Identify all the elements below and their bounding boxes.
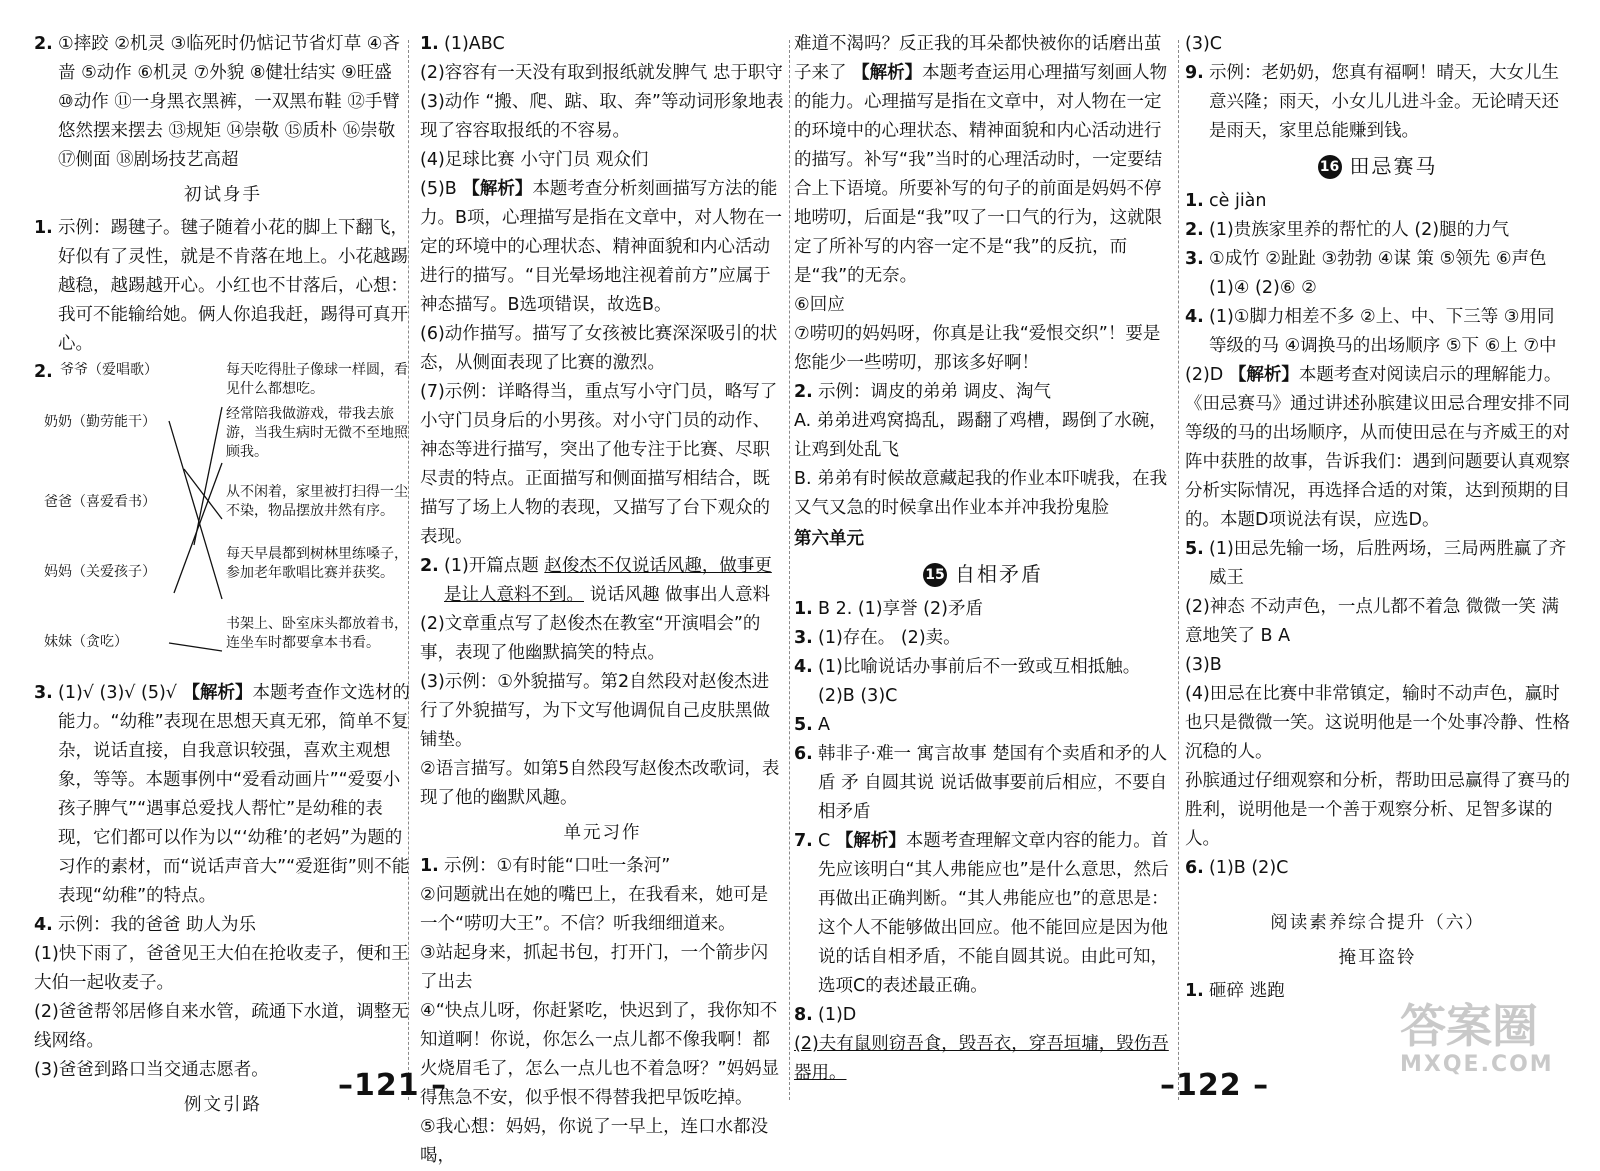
subsection-heading: 掩耳盗铃 (1338, 948, 1417, 968)
l16-q5-line: (2)神态 不动声色，一点儿都不着急 微微一笑 满意地笑了 B A (1185, 597, 1559, 646)
section-heading-xizuo: 单元习作 (563, 823, 642, 843)
l15-item: 3. (1)存在。 (2)卖。 (794, 628, 961, 648)
description: 经常陪我做游戏，带我去旅游，当我生病时无微不至地照顾我。 (226, 406, 408, 460)
lesson-number-badge: 16 (1318, 155, 1342, 179)
column-3 (794, 30, 1172, 1088)
lesson-title-15: 15 自相矛盾 (794, 560, 1172, 589)
l16-q5-line: 孙膑通过仔细观察和分析，帮助田忌赢得了赛马的胜利，说明他是一个善于观察分析、足智多谋的人。 (1185, 771, 1570, 849)
w2-line: A. 弟弟进鸡窝捣乱，踢翻了鸡槽，踢倒了水碗，让鸡到处乱飞 (794, 411, 1167, 460)
s1-q4-line: (1)快下雨了，爸爸见王大伯在抢收麦子，便和王大伯一起收麦子。 (34, 944, 409, 993)
w1-line: ③站起身来，抓起书包，打开门，一个箭步闪了出去 (420, 943, 769, 992)
column-4 (1185, 30, 1570, 1006)
matching-diagram: 2. 爷爷（爱唱歌） 奶奶（勤劳能干） 爸爸（喜爱看书） 妈妈（关爱孩子） 妹妹（贪吃） 每天吃得肚子像球一样圆，看见什么都想吃。 经常陪我做游戏，带我去旅游，当我生病时无微不至地照顾我。 从不闲着，家里被打扫得一尘不染，物品摆放井然有序。 每天早晨都到树林里练嗓子，参加老年歌唱比赛并获奖。 书架上、卧室床头都放着书，连坐车时都要拿本书看。 (34, 361, 412, 675)
q1-line: (6)动作描写。描写了女孩被比赛深深吸引的状态，从侧面表现了比赛的激烈。 (420, 324, 778, 373)
s1-q1: 1. 示例：踢毽子。毽子随着小花的脚上下翻飞，好似有了灵性，就是不肯落在地上。小花越踢越稳，越踢越开心。小红也不甘落后，心想：我可不能输给她。俩人你追我赶，踢得可真开心。 (34, 218, 408, 354)
family-member: 妹妹（贪吃） (44, 634, 128, 650)
q1: 1. (1)ABC (420, 34, 505, 54)
l16-q5: 5. (1)田忌先输一场，后胜两场，三局两胜赢了齐威王 (1185, 539, 1567, 588)
q1-line: (3)动作 “搬、爬、踮、取、奔”等动词形象地表现了容容取报纸的不容易。 (420, 92, 784, 141)
s1-q3: 3. (1)√ (3)√ (5)√ 【解析】本题考查作文选材的能力。“幼稚”表现在思想天真无邪，简单不复杂，说话直接，自我意识较强，喜欢主观想象，等等。本题事例中“爱看动画片”“爱耍小孩子脾气”“遇事总爱找人帮忙”是幼稚的表现，它们都可以作为以“‘幼稚’的老妈”为题的习作的素材，而“说话声音大”“爱逛街”则不能表现“幼稚”的特点。 (34, 683, 411, 906)
q2: 2. (1)开篇点题 赵俊杰不仅说话风趣，做事更是让人意料不到。 说话风趣 做事出人意料 (420, 556, 772, 605)
s1-q4-line: (2)爸爸帮邻居修自来水管，疏通下水道，调整无线网络。 (34, 1002, 409, 1051)
w1-continued: 难道不渴吗？反正我的耳朵都快被你的话磨出茧子来了 【解析】本题考查运用心理描写刻画人物的能力。心理描写是指在文章中，对人物在一定的环境中的心理状态、精神面貌和内心活动进行的描写。补写“我”当时的心理活动时，一定要结合上下语境。所要补写的句子的前面是妈妈不停地唠叨，后面是“我”叹了一口气的行为，这就限定了所补写的内容一定不是“我”的反抗，而是“我”的无奈。 (794, 34, 1168, 286)
q1-line: (2)容容有一天没有取到报纸就发脾气 忠于职守 (420, 63, 783, 83)
w1-line: ⑤我心想：妈妈，你说了一早上，连口水都没喝， (420, 1117, 769, 1166)
lesson-title-16: 16 田忌赛马 (1185, 152, 1570, 181)
l16-item: 2. (1)贵族家里养的帮忙的人 (2)腿的力气 (1185, 220, 1510, 240)
w1-line: ②问题就出在她的嘴巴上，在我看来，她可是一个“唠叨大王”。不信？听我细细道来。 (420, 885, 769, 934)
section-heading-chushi: 初试身手 (184, 185, 262, 205)
family-member: 爸爸（喜爱看书） (44, 494, 156, 510)
q8-3: (3)C (1185, 34, 1223, 54)
l15-item: 6. 韩非子·难一 寓言故事 楚国有个卖盾和矛的人 盾 矛 自圆其说 说话做事要前后相应，不要自相矛盾 (794, 744, 1168, 822)
s1-q4: 4. 示例：我的爸爸 助人为乐 (34, 915, 257, 935)
unit-heading: 第六单元 (794, 529, 864, 549)
column-divider (408, 40, 409, 1100)
watermark-logo: 答案圈 MXQE.COM (1400, 999, 1554, 1077)
description: 每天吃得肚子像球一样圆，看见什么都想吃。 (226, 362, 408, 397)
w2-line: B. 弟弟有时候故意藏起我的作业本吓唬我，在我又气又急的时候拿出作业本并冲我扮鬼脸 (794, 469, 1168, 518)
w1-line: ⑥回应 (794, 295, 845, 315)
q2: 2. ①摔跤 ②机灵 ③临死时仍惦记节省灯草 ④吝啬 ⑤动作 ⑥机灵 ⑦外貌 ⑧健壮结实 ⑨旺盛 ⑩动作 ⑪一身黑衣黑裤，一双黑布鞋 ⑫手臂悠然摆来摆去 ⑬规矩 ⑭崇敬 ⑮质朴 ⑯崇敬 ⑰侧面 ⑱剧场技艺高超 (34, 34, 400, 170)
l16-q5-line: (3)B (1185, 655, 1222, 675)
w2: 2. 示例：调皮的弟弟 调皮、淘气 (794, 382, 1052, 402)
description: 从不闲着，家里被打扫得一尘不染，物品摆放井然有序。 (226, 484, 408, 519)
lesson-number-badge: 15 (923, 563, 947, 587)
family-member: 奶奶（勤劳能干） (44, 414, 156, 430)
section-heading-liwen: 例文引路 (184, 1095, 262, 1115)
l15-q8-underlined: (2)夫有鼠则窃吾食，毁吾衣，穿吾垣墉，毁伤吾器用。 (794, 1034, 1169, 1083)
description: 书架上、卧室床头都放着书，连坐车时都要拿本书看。 (226, 616, 408, 651)
w1-line: ④“快点儿呀，你赶紧吃，快迟到了，我你知不知道啊！你说，你怎么一点儿都不像我啊！都火烧眉毛了，怎么一点儿也不着急呀？”妈妈显得焦急不安，似乎恨不得替我把早饭吃掉。 (420, 1001, 780, 1108)
l15-item: 5. A (794, 715, 830, 735)
q2-line: ②语言描写。如第5自然段写赵俊杰改歌词，表现了他的幽默风趣。 (420, 759, 780, 808)
l15-q8: 8. (1)D (794, 1005, 857, 1025)
section-heading-yuedu: 阅读素养综合提升（六） (1270, 913, 1485, 933)
family-member: 爷爷（爱唱歌） (60, 362, 158, 378)
l16-item: 1. cè jiàn (1185, 191, 1267, 211)
column-2 (420, 30, 785, 1171)
q2-line: (3)示例：①外貌描写。第2自然段对赵俊杰进行了外貌描写，为下文写他调侃自己皮肤黑做铺垫。 (420, 672, 770, 750)
description: 每天早晨都到树林里练嗓子，参加老年歌唱比赛并获奖。 (226, 546, 408, 581)
page-number-right: –122 – (1160, 1068, 1270, 1103)
w1: 1. 示例：①有时能“口吐一条河” (420, 856, 671, 876)
page-number-left: –121 – (338, 1068, 448, 1103)
s1-q4-line: (3)爸爸到路口当交通志愿者。 (34, 1060, 269, 1080)
q1-line: (7)示例：详略得当，重点写小守门员，略写了小守门员身后的小男孩。对小守门员的动作、神态等进行描写，突出了他专注于比赛、尽职尽责的特点。正面描写和侧面描写相结合，既描写了场上人物的表现，又描写了台下观众的表现。 (420, 382, 778, 547)
q1-5: (5)B 【解析】本题考查分析刻画描写方法的能力。B项，心理描写是指在文章中，对人物在一定的环境中的心理状态、精神面貌和内心活动进行的描写。“目光晕场地注视着前方”应属于神态描写。B选项错误，故选B。 (420, 179, 783, 315)
q9: 9. 示例：老奶奶，您真有福啊！晴天，大女儿生意兴隆；雨天，小女儿儿进斗金。无论晴天还是雨天，家里总能赚到钱。 (1185, 63, 1559, 141)
q2-line: (2)文章重点写了赵俊杰在教室“开演唱会”的事，表现了他幽默搞笑的特点。 (420, 614, 761, 663)
l15-q7: 7. C 【解析】本题考查理解文章内容的能力。首先应该明白“其人弗能应也”是什么意思，然后再做出正确判断。“其人弗能应也”的意思是：这个人不能够做出回应。他不能回应是因为他说的话自相矛盾，不能自圆其说。由此可知，选项C的表述最正确。 (794, 831, 1169, 996)
column-1 (34, 30, 412, 1124)
l16-item: 4. (1)①脚力相差不多 ②上、中、下三等 ③用同等级的马 ④调换马的出场顺序 ⑤下 ⑥上 ⑦中 (1185, 307, 1557, 356)
l16-q4-2: (2)D 【解析】本题考查对阅读启示的理解能力。《田忌赛马》通过讲述孙膑建议田忌合理安排不同等级的马的出场顺序，从而使田忌在与齐威王的对阵中获胜的故事，告诉我们：遇到问题要认真观察分析实际情况，再选择合适的对策，达到预期的目的。本题D项说法有误，应选D。 (1185, 365, 1570, 530)
l16-q5-line: (4)田忌在比赛中非常镇定，输时不动声色，赢时也只是微微一笑。这说明他是一个处事冷静、性格沉稳的人。 (1185, 684, 1570, 762)
l15-item: 4. (1)比喻说话办事前后不一致或互相抵触。 (2)B (3)C (794, 657, 1141, 706)
column-divider (789, 40, 790, 1100)
q1-line: (4)足球比赛 小守门员 观众们 (420, 150, 649, 170)
l16-item: 3. ①成竹 ②趾趾 ③勃勃 ④谋 策 ⑤领先 ⑥声色 (1)④ (2)⑥ ② (1185, 249, 1547, 298)
last-item: 1. 砸碎 逃跑 (1185, 981, 1285, 1001)
w1-line: ⑦唠叨的妈妈呀，你真是让我“爱恨交织”！要是您能少一些唠叨，那该多好啊！ (794, 324, 1161, 373)
l15-item: 1. B 2. (1)享誉 (2)矛盾 (794, 599, 983, 619)
column-divider (1178, 40, 1179, 1100)
l16-q6: 6. (1)B (2)C (1185, 858, 1289, 878)
family-member: 妈妈（关爱孩子） (44, 564, 156, 580)
